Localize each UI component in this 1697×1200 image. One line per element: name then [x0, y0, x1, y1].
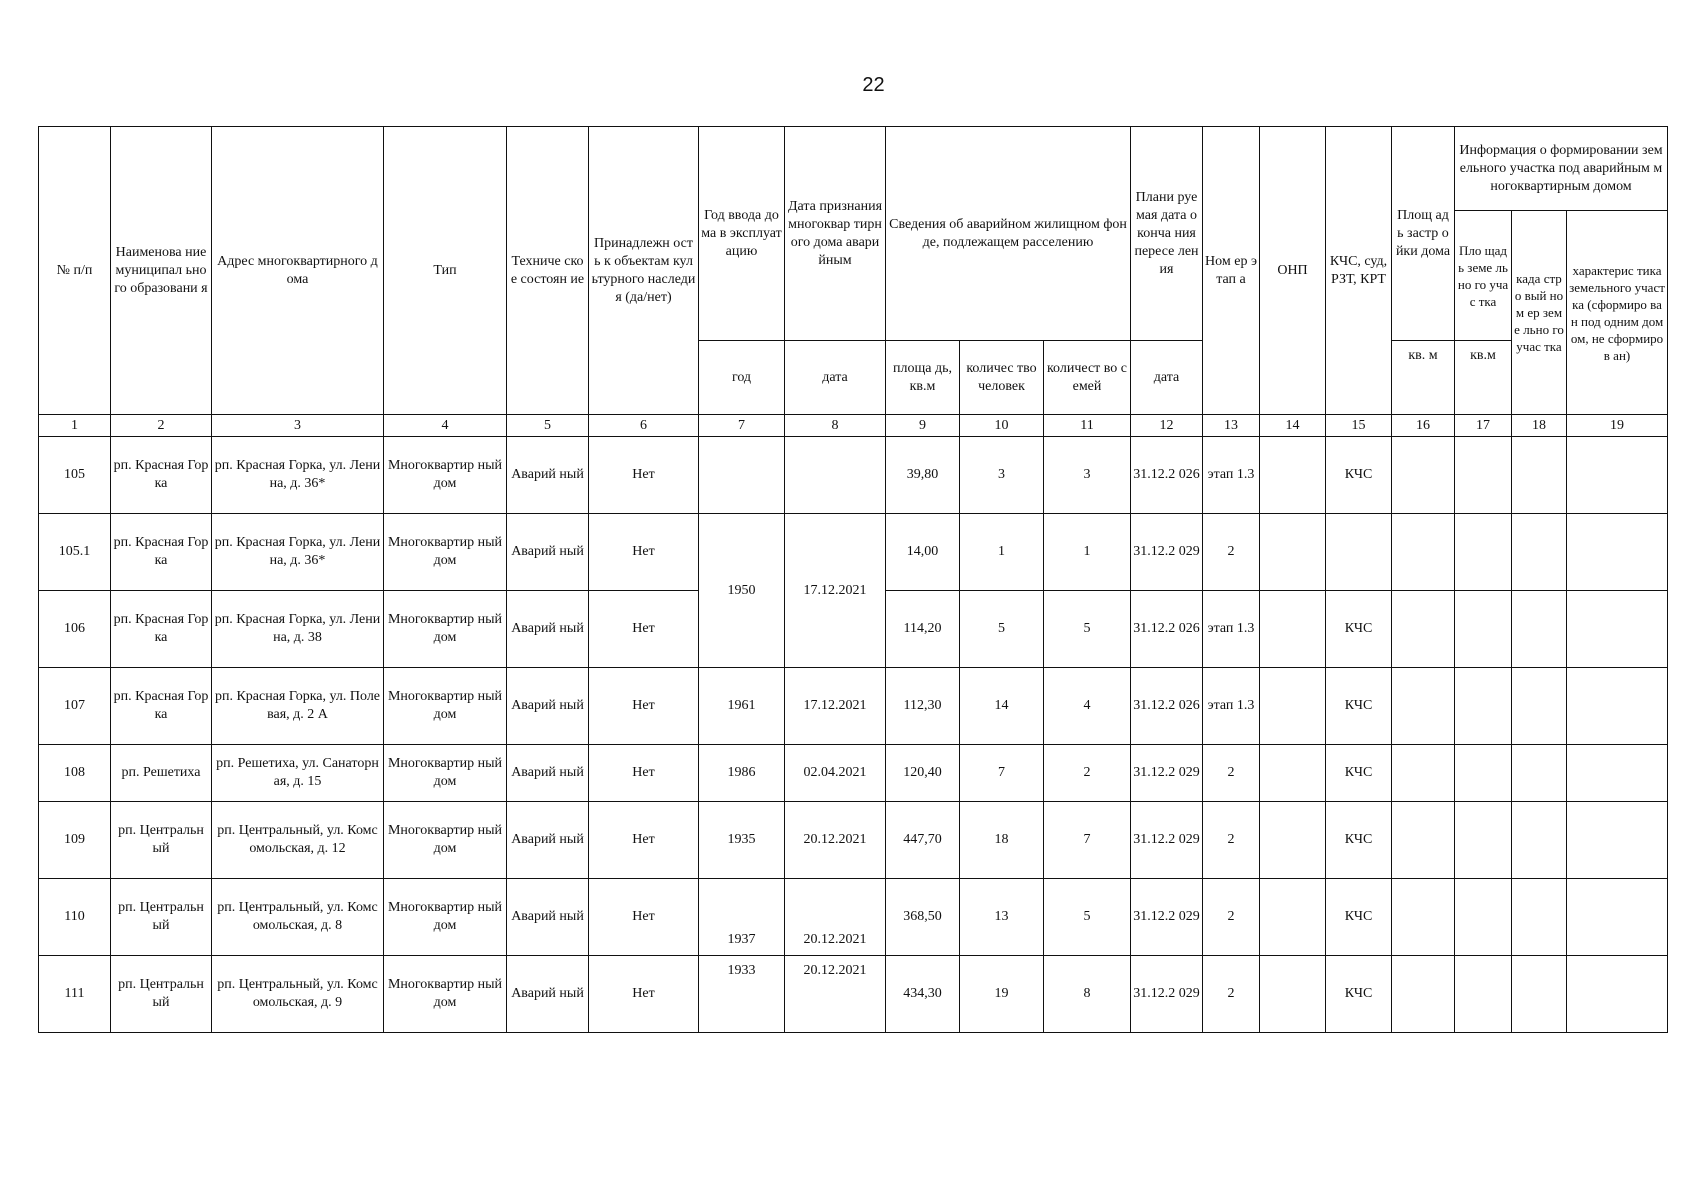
cell-technical-state: Аварий ный: [507, 879, 589, 956]
cell-onp: [1260, 668, 1326, 745]
cell-stage: этап 1.3: [1203, 437, 1260, 514]
column-number: 18: [1512, 415, 1567, 437]
cell-municipality: рп. Центральн ый: [111, 956, 212, 1033]
cell-row-number: 109: [39, 802, 111, 879]
cell-plot-area: [1455, 802, 1512, 879]
column-number: 15: [1326, 415, 1392, 437]
cell-plot-area: [1455, 668, 1512, 745]
cell-end-date: 31.12.2 029: [1131, 514, 1203, 591]
cell-heritage: Нет: [589, 591, 699, 668]
cell-kchs: КЧС: [1326, 802, 1392, 879]
cell-kchs: КЧС: [1326, 879, 1392, 956]
cell-date-merged: 17.12.2021: [785, 514, 886, 668]
cell-heritage: Нет: [589, 745, 699, 802]
cell-year: 1961: [699, 668, 785, 745]
cell-date: 20.12.2021: [785, 879, 886, 956]
cell-families: 5: [1044, 591, 1131, 668]
cell-heritage: Нет: [589, 514, 699, 591]
cell-address: рп. Центральный, ул. Комсомольская, д. 9: [212, 956, 384, 1033]
column-number: 13: [1203, 415, 1260, 437]
cell-onp: [1260, 514, 1326, 591]
header-building-area: Площ адь застр ойки дома: [1392, 127, 1455, 341]
cell-people: 14: [960, 668, 1044, 745]
header-type: Тип: [384, 127, 507, 415]
cell-row-number: 107: [39, 668, 111, 745]
cell-plot-characteristic: [1567, 514, 1668, 591]
cell-type: Многоквартир ный дом: [384, 514, 507, 591]
cell-people: 3: [960, 437, 1044, 514]
cell-address: рп. Красная Горка, ул. Ленина, д. 36*: [212, 514, 384, 591]
cell-families: 2: [1044, 745, 1131, 802]
cell-plot-area: [1455, 879, 1512, 956]
cell-heritage: Нет: [589, 956, 699, 1033]
cell-plot-characteristic: [1567, 956, 1668, 1033]
cell-building-area: [1392, 745, 1455, 802]
subheader-area: площа дь, кв.м: [886, 341, 960, 415]
cell-type: Многоквартир ный дом: [384, 437, 507, 514]
column-number: 10: [960, 415, 1044, 437]
cell-stage: 2: [1203, 802, 1260, 879]
cell-building-area: [1392, 591, 1455, 668]
header-land-plot-info: Информация о формировании земельного участка под аварийным многоквартирным домом: [1455, 127, 1668, 211]
cell-stage: этап 1.3: [1203, 591, 1260, 668]
cell-row-number: 108: [39, 745, 111, 802]
cell-families: 8: [1044, 956, 1131, 1033]
cell-stage: 2: [1203, 956, 1260, 1033]
cell-address: рп. Красная Горка, ул. Полевая, д. 2 А: [212, 668, 384, 745]
table-row: [39, 668, 1668, 745]
subheader-people: количес тво человек: [960, 341, 1044, 415]
cell-families: 4: [1044, 668, 1131, 745]
column-number: 4: [384, 415, 507, 437]
column-number: 3: [212, 415, 384, 437]
table-row: [39, 956, 1668, 1033]
cell-municipality: рп. Красная Горка: [111, 514, 212, 591]
cell-technical-state: Аварий ный: [507, 802, 589, 879]
cell-plot-area: [1455, 591, 1512, 668]
subheader-families: количест во семей: [1044, 341, 1131, 415]
subheader-building-area-unit: кв. м: [1392, 341, 1455, 415]
cell-building-area: [1392, 802, 1455, 879]
cell-area: 120,40: [886, 745, 960, 802]
cell-row-number: 110: [39, 879, 111, 956]
cell-type: Многоквартир ный дом: [384, 879, 507, 956]
cell-row-number: 105: [39, 437, 111, 514]
cell-area: 368,50: [886, 879, 960, 956]
cell-building-area: [1392, 668, 1455, 745]
cell-kchs: [1326, 514, 1392, 591]
cell-onp: [1260, 591, 1326, 668]
cell-type: Многоквартир ный дом: [384, 745, 507, 802]
column-number: 7: [699, 415, 785, 437]
cell-cadastral-number: [1512, 591, 1567, 668]
cell-cadastral-number: [1512, 745, 1567, 802]
cell-type: Многоквартир ный дом: [384, 591, 507, 668]
cell-technical-state: Аварий ный: [507, 591, 589, 668]
cell-address: рп. Красная Горка, ул. Ленина, д. 38: [212, 591, 384, 668]
header-cultural-heritage: Принадлежн ость к объектам культурного наследия (да/нет): [589, 127, 699, 415]
cell-technical-state: Аварий ный: [507, 668, 589, 745]
subheader-date: дата: [785, 341, 886, 415]
cell-area: 114,20: [886, 591, 960, 668]
cell-municipality: рп. Красная Горка: [111, 437, 212, 514]
cell-building-area: [1392, 956, 1455, 1033]
cell-end-date: 31.12.2 026: [1131, 437, 1203, 514]
cell-area: 39,80: [886, 437, 960, 514]
cell-address: рп. Центральный, ул. Комсомольская, д. 12: [212, 802, 384, 879]
column-number: 1: [39, 415, 111, 437]
cell-area: 112,30: [886, 668, 960, 745]
cell-municipality: рп. Красная Горка: [111, 668, 212, 745]
cell-cadastral-number: [1512, 668, 1567, 745]
cell-municipality: рп. Решетиха: [111, 745, 212, 802]
cell-families: 1: [1044, 514, 1131, 591]
header-municipality: Наименова ние муниципал ьного образовани я: [111, 127, 212, 415]
cell-cadastral-number: [1512, 879, 1567, 956]
cell-onp: [1260, 802, 1326, 879]
cell-row-number: 111: [39, 956, 111, 1033]
cell-heritage: Нет: [589, 668, 699, 745]
cell-address: рп. Красная Горка, ул. Ленина, д. 36*: [212, 437, 384, 514]
cell-building-area: [1392, 879, 1455, 956]
header-plot-characteristic: характерис тика земельного участка (сформиро ван под одним домом, не сформиров ан): [1567, 211, 1668, 415]
cell-plot-area: [1455, 745, 1512, 802]
column-number: 8: [785, 415, 886, 437]
cell-heritage: Нет: [589, 802, 699, 879]
cell-onp: [1260, 745, 1326, 802]
cell-kchs: КЧС: [1326, 437, 1392, 514]
cell-technical-state: Аварий ный: [507, 745, 589, 802]
cell-plot-characteristic: [1567, 591, 1668, 668]
cell-year: 1986: [699, 745, 785, 802]
table-row: [39, 745, 1668, 802]
cell-address: рп. Центральный, ул. Комсомольская, д. 8: [212, 879, 384, 956]
cell-families: 3: [1044, 437, 1131, 514]
table-row: [39, 437, 1668, 514]
cell-people: 1: [960, 514, 1044, 591]
column-number: 19: [1567, 415, 1668, 437]
cell-kchs: КЧС: [1326, 591, 1392, 668]
header-kchs: КЧС, суд, РЗТ, КРТ: [1326, 127, 1392, 415]
cell-area: 447,70: [886, 802, 960, 879]
cell-plot-characteristic: [1567, 802, 1668, 879]
cell-address: рп. Решетиха, ул. Санаторная, д. 15: [212, 745, 384, 802]
cell-type: Многоквартир ный дом: [384, 668, 507, 745]
header-row-number: № п/п: [39, 127, 111, 415]
header-onp: ОНП: [1260, 127, 1326, 415]
header-technical-state: Техниче ское состоян ие: [507, 127, 589, 415]
cell-people: 18: [960, 802, 1044, 879]
cell-end-date: 31.12.2 026: [1131, 591, 1203, 668]
header-planned-end-date: Плани руемая дата оконча ния пересе ления: [1131, 127, 1203, 341]
cell-people: 7: [960, 745, 1044, 802]
column-number: 14: [1260, 415, 1326, 437]
cell-building-area: [1392, 437, 1455, 514]
cell-municipality: рп. Красная Горка: [111, 591, 212, 668]
cell-date: 20.12.2021: [785, 956, 886, 1033]
cell-families: 5: [1044, 879, 1131, 956]
cell-end-date: 31.12.2 029: [1131, 802, 1203, 879]
emergency-housing-table: [38, 126, 1668, 1033]
header-commission-year: Год ввода дома в эксплуат ацию: [699, 127, 785, 341]
cell-date: 02.04.2021: [785, 745, 886, 802]
column-number: 17: [1455, 415, 1512, 437]
cell-cadastral-number: [1512, 802, 1567, 879]
cell-technical-state: Аварий ный: [507, 437, 589, 514]
cell-type: Многоквартир ный дом: [384, 956, 507, 1033]
header-stage: Ном ер этап а: [1203, 127, 1260, 415]
subheader-end-date: дата: [1131, 341, 1203, 415]
cell-year: 1937: [699, 879, 785, 956]
table-row: [39, 514, 1668, 591]
column-number: 11: [1044, 415, 1131, 437]
table-row: [39, 879, 1668, 956]
cell-building-area: [1392, 514, 1455, 591]
cell-onp: [1260, 437, 1326, 514]
cell-stage: 2: [1203, 879, 1260, 956]
cell-row-number: 105.1: [39, 514, 111, 591]
header-address: Адрес многоквартирного дома: [212, 127, 384, 415]
cell-onp: [1260, 879, 1326, 956]
cell-municipality: рп. Центральн ый: [111, 879, 212, 956]
cell-year: [699, 437, 785, 514]
cell-end-date: 31.12.2 026: [1131, 668, 1203, 745]
column-number: 6: [589, 415, 699, 437]
cell-area: 434,30: [886, 956, 960, 1033]
cell-end-date: 31.12.2 029: [1131, 745, 1203, 802]
cell-end-date: 31.12.2 029: [1131, 879, 1203, 956]
cell-stage: этап 1.3: [1203, 668, 1260, 745]
page-number: 22: [862, 74, 885, 96]
cell-cadastral-number: [1512, 437, 1567, 514]
column-number: 5: [507, 415, 589, 437]
column-number: 16: [1392, 415, 1455, 437]
cell-kchs: КЧС: [1326, 745, 1392, 802]
cell-people: 5: [960, 591, 1044, 668]
subheader-plot-area-unit: кв.м: [1455, 341, 1512, 415]
cell-area: 14,00: [886, 514, 960, 591]
cell-type: Многоквартир ный дом: [384, 802, 507, 879]
cell-municipality: рп. Центральн ый: [111, 802, 212, 879]
cell-date: 17.12.2021: [785, 668, 886, 745]
cell-stage: 2: [1203, 745, 1260, 802]
cell-date: 20.12.2021: [785, 802, 886, 879]
cell-end-date: 31.12.2 029: [1131, 956, 1203, 1033]
cell-plot-characteristic: [1567, 879, 1668, 956]
cell-families: 7: [1044, 802, 1131, 879]
cell-year-merged: 1950: [699, 514, 785, 668]
cell-stage: 2: [1203, 514, 1260, 591]
cell-technical-state: Аварий ный: [507, 956, 589, 1033]
cell-cadastral-number: [1512, 956, 1567, 1033]
cell-technical-state: Аварий ный: [507, 514, 589, 591]
cell-kchs: КЧС: [1326, 956, 1392, 1033]
cell-plot-characteristic: [1567, 437, 1668, 514]
cell-people: 13: [960, 879, 1044, 956]
cell-cadastral-number: [1512, 514, 1567, 591]
cell-plot-area: [1455, 956, 1512, 1033]
cell-heritage: Нет: [589, 879, 699, 956]
header-plot-area: Пло щадь земе льно го учас тка: [1455, 211, 1512, 341]
cell-onp: [1260, 956, 1326, 1033]
cell-heritage: Нет: [589, 437, 699, 514]
column-number: 12: [1131, 415, 1203, 437]
table-row: [39, 802, 1668, 879]
cell-year: 1933: [699, 956, 785, 1033]
cell-plot-characteristic: [1567, 745, 1668, 802]
cell-kchs: КЧС: [1326, 668, 1392, 745]
subheader-year: год: [699, 341, 785, 415]
header-cadastral-number: када стро вый ном ер земе льно го учас тка: [1512, 211, 1567, 415]
cell-plot-area: [1455, 514, 1512, 591]
cell-row-number: 106: [39, 591, 111, 668]
cell-year: 1935: [699, 802, 785, 879]
header-emergency-date: Дата признания многоквар тирного дома аварийным: [785, 127, 886, 341]
cell-plot-characteristic: [1567, 668, 1668, 745]
header-emergency-fund: Сведения об аварийном жилищном фонде, подлежащем расселению: [886, 127, 1131, 341]
cell-people: 19: [960, 956, 1044, 1033]
cell-plot-area: [1455, 437, 1512, 514]
column-number: 2: [111, 415, 212, 437]
cell-date: [785, 437, 886, 514]
column-number: 9: [886, 415, 960, 437]
